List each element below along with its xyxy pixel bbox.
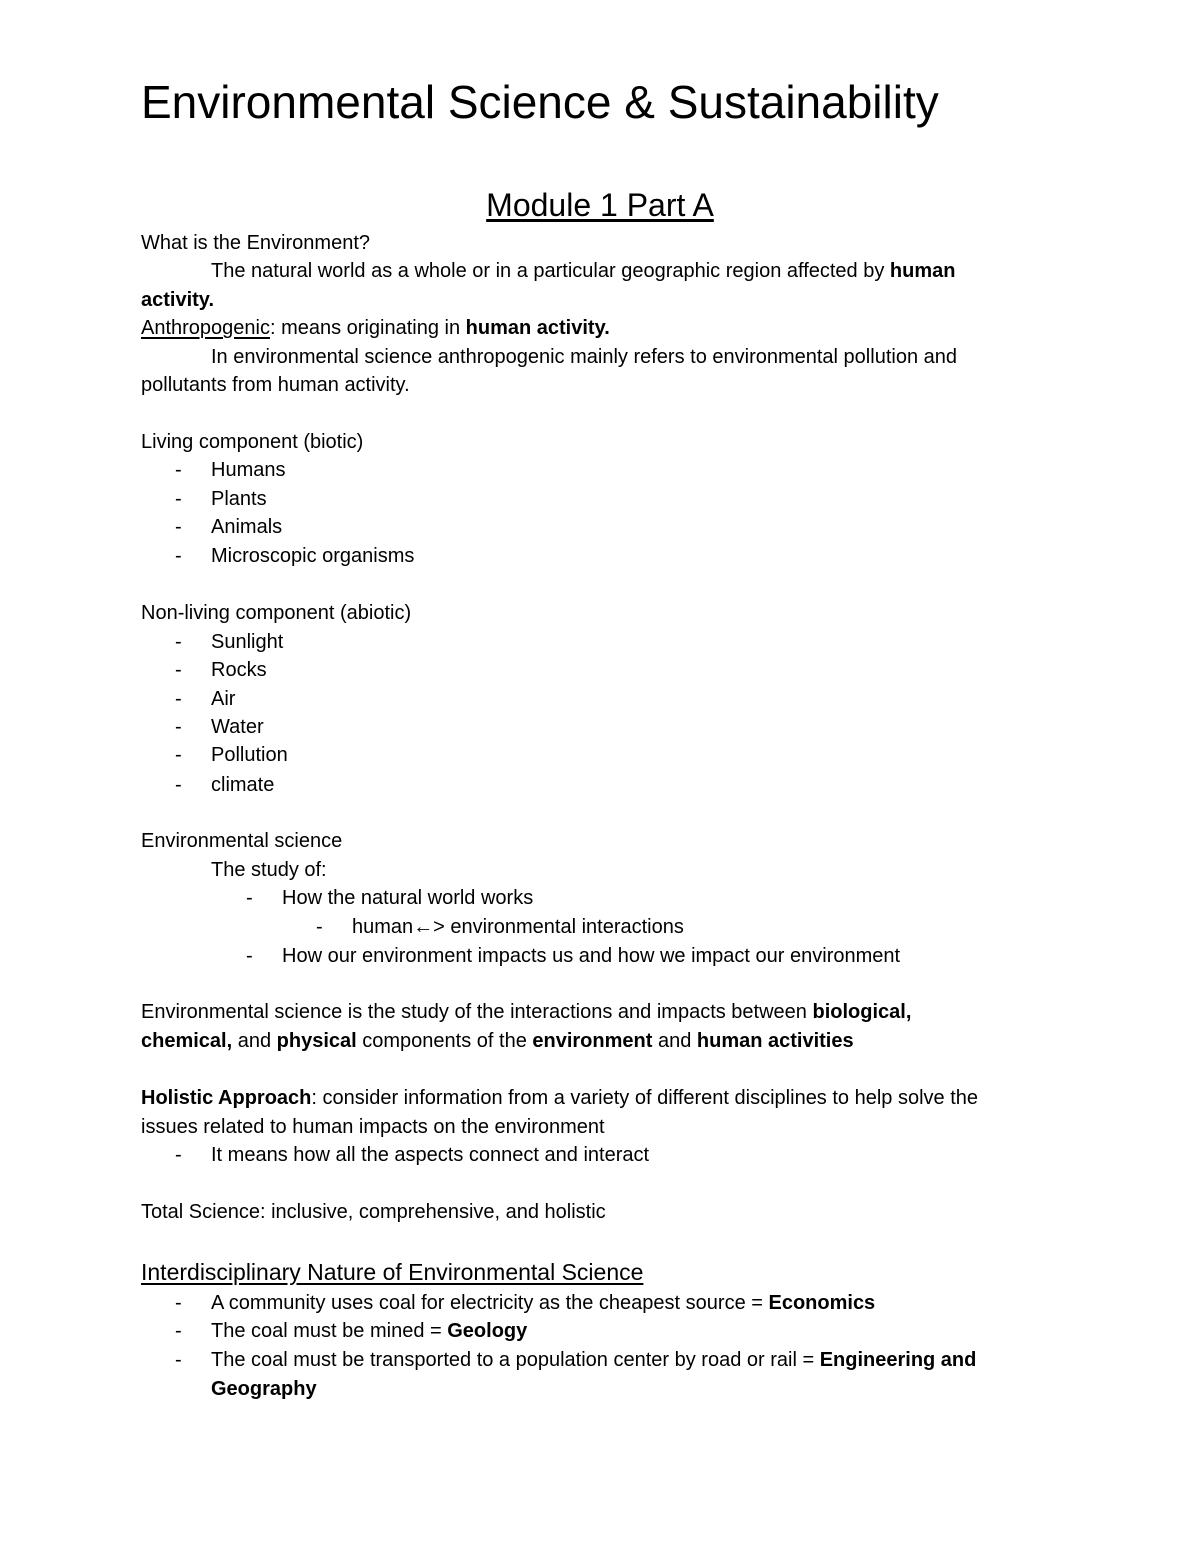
list-bullet: - (175, 545, 182, 567)
biotic-heading: Living component (biotic) (141, 431, 364, 453)
list-item: Plants (211, 488, 267, 510)
list-item: Microscopic organisms (211, 545, 415, 567)
list-bullet: - (246, 887, 253, 909)
list-bullet: - (175, 774, 182, 796)
list-item-continuation: Geography (211, 1378, 317, 1400)
list-bullet: - (175, 1292, 182, 1314)
abiotic-heading: Non-living component (abiotic) (141, 602, 412, 624)
env-definition-line2: activity. (141, 289, 214, 311)
list-bullet: - (175, 488, 182, 510)
list-item: Animals (211, 516, 283, 538)
env-science-study-of: The study of: (211, 859, 327, 881)
list-bullet: - (246, 945, 253, 967)
list-bullet: - (175, 631, 182, 653)
anthropogenic-desc-line1: In environmental science anthropogenic mainly refers to environmental pollution and (211, 346, 957, 368)
anthropogenic-definition: Anthropogenic: means originating in human activity. (141, 317, 610, 339)
anthropogenic-term: Anthropogenic (141, 317, 270, 339)
list-item: The coal must be mined = Geology (211, 1320, 528, 1342)
list-bullet: - (175, 1144, 182, 1166)
list-item: climate (211, 774, 275, 796)
interdisciplinary-heading: Interdisciplinary Nature of Environmental Science (141, 1259, 644, 1285)
list-item: How the natural world works (282, 887, 534, 909)
list-item: Air (211, 688, 236, 710)
env-science-def-line2: chemical, and physical components of the environment and human activities (141, 1030, 854, 1052)
env-science-heading: Environmental science (141, 830, 343, 852)
list-item: How our environment impacts us and how we impact our environment (282, 945, 901, 967)
list-item: Sunlight (211, 631, 284, 653)
list-bullet: - (175, 1320, 182, 1342)
list-bullet: - (316, 916, 323, 938)
list-item: Humans (211, 459, 286, 481)
list-item: A community uses coal for electricity as the cheapest source = Economics (211, 1292, 876, 1314)
list-bullet: - (175, 688, 182, 710)
holistic-line1: Holistic Approach: consider information from a variety of different disciplines to help solve the (141, 1087, 979, 1109)
list-item: The coal must be transported to a population center by road or rail = Engineering and (211, 1349, 977, 1371)
list-bullet: - (175, 1349, 182, 1371)
list-bullet: - (175, 459, 182, 481)
list-bullet: - (175, 659, 182, 681)
holistic-term: Holistic Approach (141, 1087, 312, 1109)
module-heading: Module 1 Part A (486, 187, 714, 223)
env-definition-line1: The natural world as a whole or in a particular geographic region affected by human (211, 260, 956, 282)
env-science-def-line1: Environmental science is the study of the interactions and impacts between biological, (141, 1001, 912, 1023)
list-bullet: - (175, 744, 182, 766)
list-subitem: human←> environmental interactions (352, 916, 684, 938)
anthropogenic-desc-line2: pollutants from human activity. (141, 374, 410, 396)
list-bullet: - (175, 516, 182, 538)
list-item: Rocks (211, 659, 267, 681)
total-science: Total Science: inclusive, comprehensive, and holistic (141, 1201, 606, 1223)
document-title: Environmental Science & Sustainability (141, 76, 939, 128)
list-item: Pollution (211, 744, 288, 766)
list-item: Water (211, 716, 264, 738)
env-question: What is the Environment? (141, 232, 370, 254)
list-item: It means how all the aspects connect and interact (211, 1144, 650, 1166)
holistic-line2: issues related to human impacts on the environment (141, 1116, 605, 1138)
list-bullet: - (175, 716, 182, 738)
